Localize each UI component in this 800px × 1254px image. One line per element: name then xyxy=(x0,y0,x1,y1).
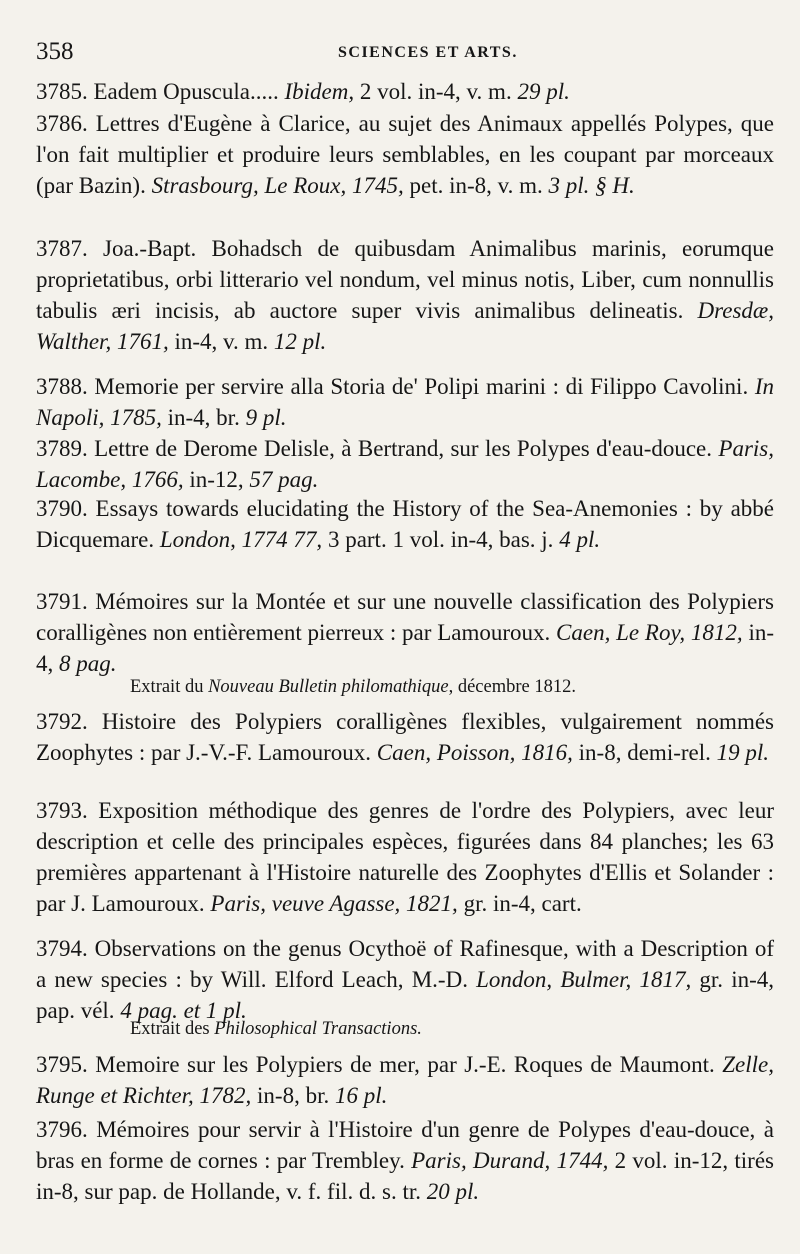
entry-imprint: Paris, Lacombe, 1766, xyxy=(36,436,774,492)
entry-number: 3788. xyxy=(36,374,88,399)
entry-plates: 16 pl. xyxy=(334,1083,388,1108)
catalog-entry xyxy=(36,586,774,679)
entry-plates: 19 pl. xyxy=(716,740,770,765)
note-prefix: Extrait des xyxy=(130,1019,215,1039)
entry-number: 3786. xyxy=(36,111,88,136)
entry-title: Essays towards elucidating the History of the Sea-Anemonies : by abbé Dicquemare. xyxy=(36,496,774,552)
entry-imprint: In Napoli, 1785, xyxy=(36,374,774,430)
catalog-entry xyxy=(36,76,774,107)
entry-imprint: Paris, veuve Agasse, 1821, xyxy=(210,891,458,916)
entry-format: gr. in-4, cart. xyxy=(457,891,582,916)
entry-imprint: London, Bulmer, 1817, xyxy=(476,967,692,992)
entry-imprint: Caen, Le Roy, 1812, xyxy=(556,620,743,645)
entry-title: Exposition méthodique des genres de l'ordre des Polypiers, avec leur description et celle des principales espèces, figurées dans 84 planches; les 63 premières appartenant à l'Histoire naturelle des Zoophytes d'Ellis et Solander : par J. Lamouroux. xyxy=(36,798,774,916)
entry-plates: 12 pl. xyxy=(273,329,327,354)
entry-title: Joa.-Bapt. Bohadsch de quibusdam Animalibus marinis, eorumque proprietatibus, orbi litterario vel nondum, vel minus notis, Liber, cum nonnullis tabulis æri incisis, ab auctore super vivis animalibus delineatis. xyxy=(36,236,774,323)
catalog-entry xyxy=(36,371,774,433)
catalog-entry xyxy=(36,706,774,768)
entry-number: 3785. xyxy=(36,79,88,104)
entry-title: Histoire des Polypiers coralligènes flexibles, vulgairement nommés Zoophytes : par J.-V.-F. Lamouroux. xyxy=(36,709,774,765)
entry-format: 2 vol. in-4, v. m. xyxy=(354,79,518,104)
entry-number: 3787. xyxy=(36,236,88,261)
entry-format: in-4, v. m. xyxy=(168,329,274,354)
entry-number: 3789. xyxy=(36,436,88,461)
entry-title: Eadem Opuscula..... xyxy=(87,79,285,104)
entry-plates: 29 pl. xyxy=(517,79,570,104)
catalog-entry xyxy=(36,233,774,357)
entry-format: 2 vol. in-12, tirés in-8, sur pap. de Hollande, v. f. fil. d. s. tr. xyxy=(36,1148,775,1204)
entry-number: 3790. xyxy=(36,496,88,521)
entry-format: in-8, br. xyxy=(251,1083,335,1108)
entry-title: Mémoires sur la Montée et sur une nouvelle classification des Polypiers coralligènes non entièrement pierreux : par Lamouroux. xyxy=(36,589,774,645)
entry-note xyxy=(130,677,576,698)
entry-plates: 4 pag. et 1 pl. xyxy=(120,998,247,1023)
catalog-entry xyxy=(36,1049,774,1111)
entry-format: in-8, demi-rel. xyxy=(572,740,717,765)
entry-imprint: Caen, Poisson, 1816, xyxy=(376,740,573,765)
entry-format: 3 part. 1 vol. in-4, bas. j. xyxy=(322,527,560,552)
entry-format: gr. in-4, pap. vél. xyxy=(36,967,774,1023)
catalog-entry xyxy=(36,493,774,555)
entry-plates: 4 pl. xyxy=(559,527,601,552)
note-prefix: Extrait du xyxy=(130,677,209,697)
page-number: 358 xyxy=(36,38,74,65)
entry-imprint: Ibidem, xyxy=(284,79,355,104)
entry-note xyxy=(130,1019,422,1040)
entry-number: 3796. xyxy=(36,1117,88,1142)
entry-title: Lettres d'Eugène à Clarice, au sujet des Animaux appellés Polypes, que l'on fait multiplier et produire leurs semblables, en les coupant par morceaux (par Bazin). xyxy=(36,111,774,198)
entry-format: in-4, xyxy=(36,620,774,676)
page-header xyxy=(36,34,766,74)
entry-imprint: Paris, Durand, 1744, xyxy=(411,1148,609,1173)
note-journal: Philosophical Transactions. xyxy=(214,1019,422,1039)
catalog-entry xyxy=(36,1114,774,1207)
catalog-entry xyxy=(36,108,774,201)
entry-number: 3791. xyxy=(36,589,88,614)
note-suffix: , décembre 1812. xyxy=(448,677,576,697)
entry-plates: 20 pl. xyxy=(426,1179,480,1204)
catalog-entry xyxy=(36,795,774,919)
entry-number: 3794. xyxy=(36,936,88,961)
entry-format: in-12, xyxy=(183,467,250,492)
entry-number: 3792. xyxy=(36,709,88,734)
entry-number: 3795. xyxy=(36,1052,88,1077)
entry-title: Memoire sur les Polypiers de mer, par J.-E. Roques de Maumont. xyxy=(87,1052,723,1077)
entry-title: Mémoires pour servir à l'Histoire d'un genre de Polypes d'eau-douce, à bras en forme de cornes : par Trembley. xyxy=(36,1117,774,1173)
entry-plates: 9 pl. xyxy=(245,405,287,430)
entry-format: pet. in-8, v. m. xyxy=(403,173,549,198)
entry-imprint: Dresdæ, Walther, 1761, xyxy=(36,298,774,354)
running-title: SCIENCES ET ARTS. xyxy=(338,44,518,61)
entry-title: Observations on the genus Ocythoë of Rafinesque, with a Description of a new species : by Will. Elford Leach, M.-D. xyxy=(36,936,774,992)
entry-format: in-4, br. xyxy=(161,405,246,430)
note-journal: Nouveau Bulletin philomathique xyxy=(208,677,449,697)
entry-imprint: London, 1774 77, xyxy=(159,527,323,552)
entry-plates: 57 pag. xyxy=(249,467,319,492)
catalog-entry xyxy=(36,433,774,495)
entry-plates: 8 pag. xyxy=(59,651,117,676)
catalog-entry xyxy=(36,933,774,1026)
entry-imprint: Strasbourg, Le Roux, 1745, xyxy=(151,173,404,198)
entry-imprint: Zelle, Runge et Richter, 1782, xyxy=(36,1052,774,1108)
entry-number: 3793. xyxy=(36,798,88,823)
entry-plates: 3 pl. § H. xyxy=(548,173,635,198)
entry-title: Lettre de Derome Delisle, à Bertrand, sur les Polypes d'eau-douce. xyxy=(87,436,719,461)
entry-title: Memorie per servire alla Storia de' Polipi marini : di Filippo Cavolini. xyxy=(87,374,755,399)
